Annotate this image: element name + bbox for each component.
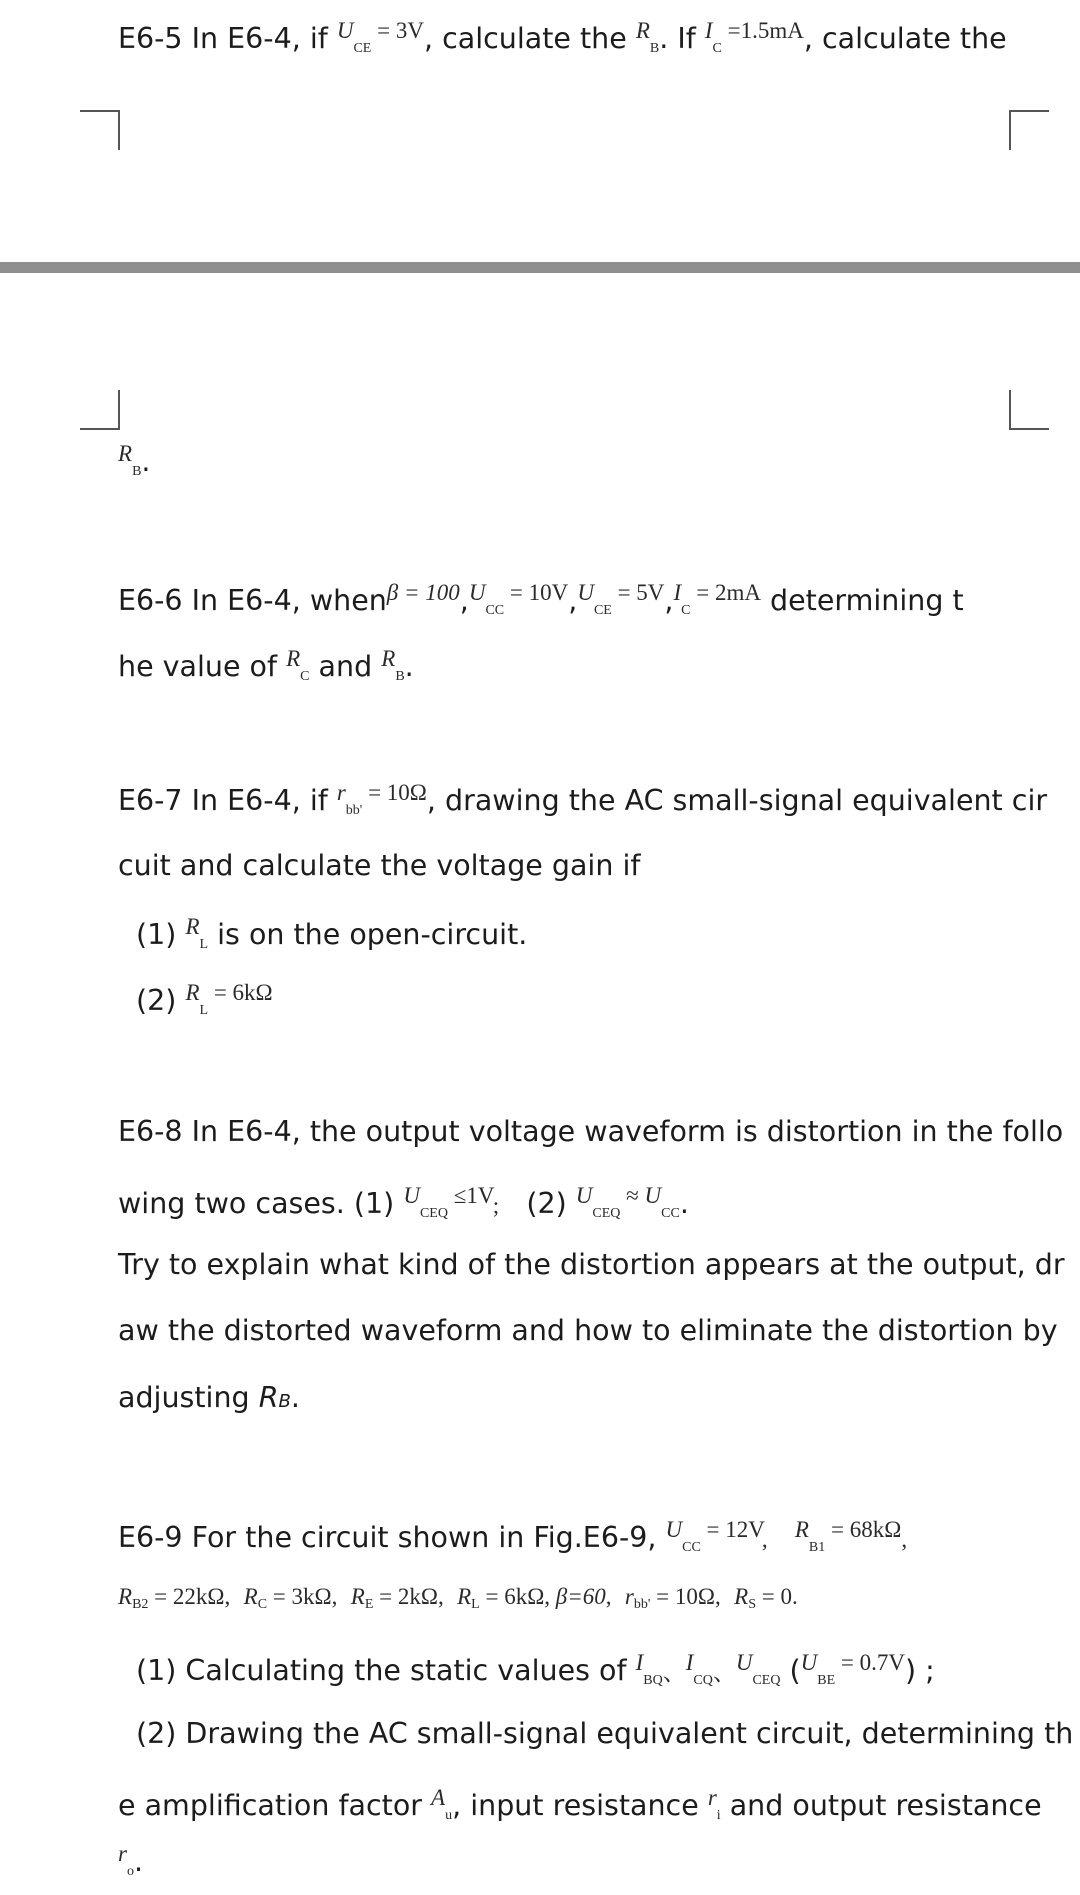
e6-9-item-1: (1) Calculating the static values of $^I$BQ、$^I$CQ、$^U$CEQ ($^U$BE $^{= 0.7V}$) ;: [136, 1650, 935, 1688]
page-corner-mark: [1009, 110, 1049, 150]
e6-7-item-2: (2) $^R$L $^{= 6k\Omega}$: [136, 980, 273, 1018]
e6-9-line-5: e amplification factor $^A$u, input resistance $^r$i and output resistance: [118, 1785, 1042, 1823]
e6-8-line-1: E6-8 In E6-4, the output voltage waveform is distortion in the follo: [118, 1115, 1064, 1148]
e6-9-item-2: (2) Drawing the AC small-signal equivalent circuit, determining th: [136, 1717, 1074, 1750]
e6-7-line-2: cuit and calculate the voltage gain if: [118, 849, 641, 882]
e6-8-line-3: Try to explain what kind of the distortion appears at the output, dr: [118, 1248, 1065, 1281]
e6-9-line-1: E6-9 For the circuit shown in Fig.E6-9, $^U$CC $^{= 12V}$, $^R$B1 $^{= 68k\Omega}$,: [118, 1517, 908, 1555]
e6-5-line-1: E6-5 In E6-4, if $^U$CE $^{= 3V}$, calculate the $^R$B. If $^I$C $^{=1.5mA}$, calculate the: [118, 18, 1007, 56]
page-separator: [0, 262, 1080, 273]
e6-9-line-6: $^r$o.: [118, 1841, 144, 1879]
e6-8-line-2: wing two cases. (1) $^U$CEQ $^{\le 1V}$; (2) $^U$CEQ ≈ $^U$CC.: [118, 1183, 689, 1221]
e6-8-line-5: adjusting RB.: [118, 1381, 300, 1414]
e6-8-line-4: aw the distorted waveform and how to eliminate the distortion by: [118, 1314, 1058, 1347]
page-corner-mark: [80, 390, 120, 430]
e6-7-item-1: (1) $^R$L is on the open-circuit.: [136, 914, 528, 952]
e6-6-line-2: he value of $^R$C and $^R$B.: [118, 646, 414, 684]
e6-7-line-1: E6-7 In E6-4, if $^r$bb' $^{= 10\Omega}$, drawing the AC small-signal equivalent cir: [118, 780, 1048, 818]
page-corner-mark: [1009, 390, 1049, 430]
e6-9-line-2: RB2 = 22kΩ, RC = 3kΩ, RE = 2kΩ, RL = 6kΩ, β=60, rbb' = 10Ω, RS = 0.: [118, 1584, 798, 1612]
e6-6-line-1: E6-6 In E6-4, when$^{\beta = 100}$,$^U$CC $^{= 10V}$,$^U$CE $^{= 5V}$,$^I$C $^{= 2mA}$ determining t: [118, 580, 964, 618]
page-corner-mark: [80, 110, 120, 150]
e6-5-line-2: $^R$B.: [118, 441, 151, 479]
